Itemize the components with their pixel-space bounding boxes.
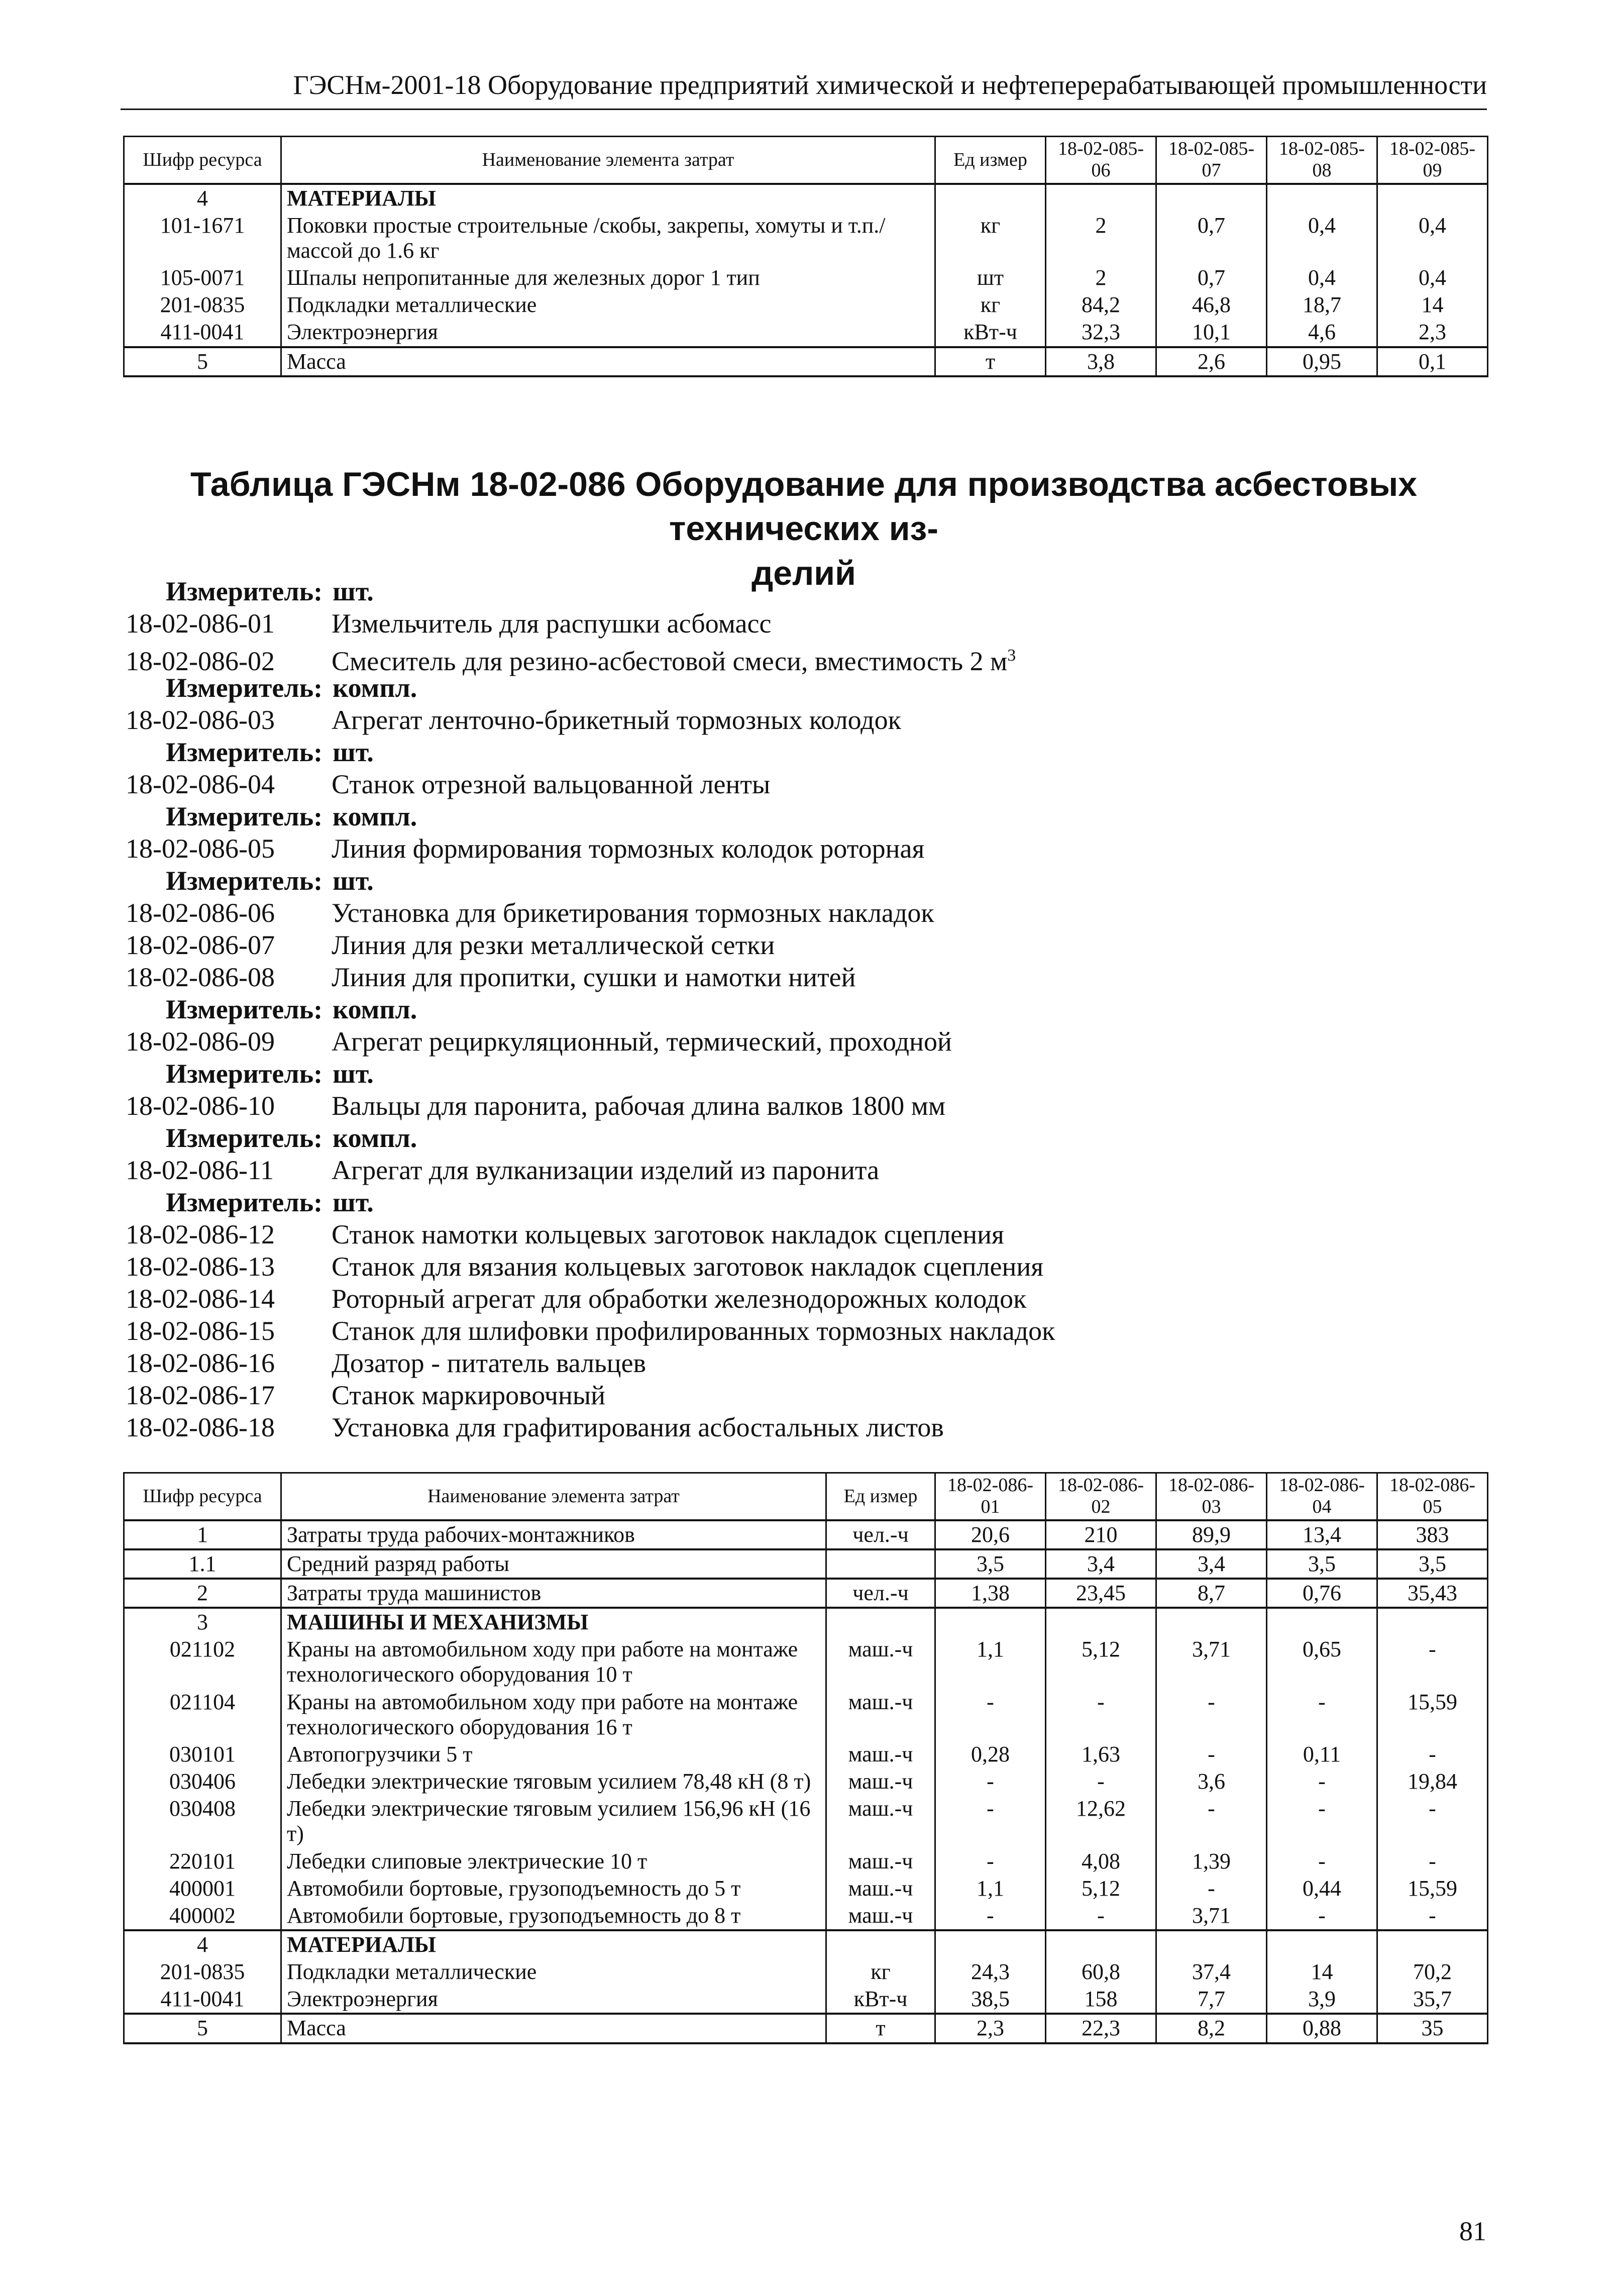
column-header: 18-02-086-01 [935,1473,1046,1520]
resource-name: Автопогрузчики 5 т [281,1741,826,1768]
value-cell [935,1930,1046,1958]
resource-table-086 [123,1472,1488,2044]
estimate-item [126,768,1482,800]
header-rule [121,109,1487,110]
value-cell: 35,7 [1377,1986,1488,2014]
value-cell: 3,4 [1046,1549,1156,1579]
estimate-item [126,607,1482,640]
value-cell: 2 [1046,212,1156,264]
table-title-line-2: делий [751,554,856,592]
value-cell [1377,1608,1488,1636]
unit-cell: чел.-ч [826,1579,935,1608]
value-cell [935,1608,1046,1636]
item-text: Дозатор - питатель вальцев [332,1348,646,1378]
resource-name: Подкладки металлические [281,291,935,319]
value-cell: - [1377,1795,1488,1847]
estimate-item [126,1250,1482,1283]
item-code: 18-02-086-14 [126,1284,275,1314]
unit-cell: маш.-ч [826,1795,935,1847]
resource-name: Электроэнергия [281,1986,826,2014]
item-code: 18-02-086-09 [126,1026,275,1057]
resource-name: Затраты труда машинистов [281,1579,826,1608]
value-cell: - [1377,1741,1488,1768]
value-cell: 14 [1377,291,1488,319]
value-cell: 2,3 [935,2014,1046,2043]
value-cell: 158 [1046,1986,1156,2014]
value-cell: 0,4 [1377,264,1488,291]
value-cell [1046,1608,1156,1636]
resource-code: 1.1 [124,1549,281,1579]
resource-name: Масса [281,347,935,376]
item-text: Установка для брикетирования тормозных накладок [332,898,934,928]
measurement-unit-line [126,865,1482,897]
value-cell: 0,11 [1267,1741,1377,1768]
value-cell: 0,4 [1267,212,1377,264]
item-code: 18-02-086-17 [126,1380,275,1410]
measurement-unit-line [126,575,1482,607]
value-cell: 3,71 [1156,1902,1267,1930]
measure-unit: компл. [333,1123,417,1153]
value-cell: 3,5 [935,1549,1046,1579]
resource-name: Автомобили бортовые, грузоподъемность до 5 т [281,1875,826,1902]
measurement-unit-line [126,800,1482,832]
column-header: Наименование элемента затрат [281,137,935,184]
table-row [124,1768,1488,1795]
resource-code: 411-0041 [124,1986,281,2014]
value-cell: 15,59 [1377,1875,1488,1902]
column-header: 18-02-085-08 [1267,137,1377,184]
estimate-item [126,704,1482,736]
measure-unit: компл. [333,801,417,831]
resource-name: Краны на автомобильном ходу при работе на монтаже технологического оборудования 10 т [281,1636,826,1688]
resource-name: Электроэнергия [281,319,935,347]
unit-cell: маш.-ч [826,1689,935,1741]
measurement-unit-line [126,736,1482,768]
unit-cell: т [826,2014,935,2043]
resource-code: 201-0835 [124,291,281,319]
value-cell: 3,71 [1156,1636,1267,1688]
table-title-line-1: Таблица ГЭСНм 18-02-086 Оборудование для производства асбестовых технических из- [190,465,1418,548]
column-header: Наименование элемента затрат [281,1473,826,1520]
item-code: 18-02-086-02 [126,646,275,676]
measure-unit: шт. [333,737,374,767]
estimate-item [126,832,1482,865]
value-cell: 38,5 [935,1986,1046,2014]
estimate-item [126,1411,1482,1443]
value-cell: 3,5 [1377,1549,1488,1579]
resource-name: МАТЕРИАЛЫ [281,184,935,212]
value-cell: 35,43 [1377,1579,1488,1608]
value-cell [1046,184,1156,212]
value-cell: 0,88 [1267,2014,1377,2043]
item-code: 18-02-086-18 [126,1412,275,1442]
value-cell: 12,62 [1046,1795,1156,1847]
value-cell: 35 [1377,2014,1488,2043]
estimate-item [126,897,1482,929]
value-cell: 0,65 [1267,1636,1377,1688]
table-row [124,1549,1488,1579]
measurement-list [126,575,1482,1443]
resource-code: 021104 [124,1689,281,1741]
value-cell: - [1377,1636,1488,1688]
measure-unit: компл. [333,673,417,703]
table-row [124,1636,1488,1688]
item-text: Смеситель для резино-асбестовой смеси, вместимость 2 м [332,646,1008,676]
value-cell: 15,59 [1377,1689,1488,1741]
measure-label: Измеритель: [166,866,323,896]
unit-cell [826,1930,935,1958]
value-cell: 1,38 [935,1579,1046,1608]
resource-code: 101-1671 [124,212,281,264]
value-cell: 0,44 [1267,1875,1377,1902]
resource-code: 400002 [124,1902,281,1930]
value-cell: 84,2 [1046,291,1156,319]
column-header: Шифр ресурса [124,1473,281,1520]
resource-name: Средний разряд работы [281,1549,826,1579]
value-cell: 1,1 [935,1875,1046,1902]
value-cell: - [935,1902,1046,1930]
value-cell: - [1377,1848,1488,1875]
table-row [124,1902,1488,1930]
table-row [124,264,1488,291]
value-cell: 7,7 [1156,1986,1267,2014]
resource-name: Автомобили бортовые, грузоподъемность до 8 т [281,1902,826,1930]
value-cell [1377,184,1488,212]
value-cell: 5,12 [1046,1875,1156,1902]
measure-unit: шт. [333,866,374,896]
unit-cell: маш.-ч [826,1636,935,1688]
item-text: Агрегат рециркуляционный, термический, проходной [332,1026,952,1057]
item-text: Роторный агрегат для обработки железнодорожных колодок [332,1284,1027,1314]
item-text: Агрегат ленточно-брикетный тормозных колодок [332,705,901,735]
column-header: 18-02-085-07 [1156,137,1267,184]
value-cell: 32,3 [1046,319,1156,347]
table-row [124,212,1488,264]
estimate-item [126,1379,1482,1411]
resource-name: Лебедки слиповые электрические 10 т [281,1848,826,1875]
page-number: 81 [1459,2216,1486,2246]
measure-unit: шт. [333,1187,374,1217]
value-cell: 24,3 [935,1958,1046,1986]
value-cell: 70,2 [1377,1958,1488,1986]
item-code: 18-02-086-10 [126,1091,275,1121]
value-cell: 1,39 [1156,1848,1267,1875]
resource-code: 4 [124,1930,281,1958]
value-cell: 18,7 [1267,291,1377,319]
resource-code: 400001 [124,1875,281,1902]
resource-code: 4 [124,184,281,212]
value-cell [1156,1608,1267,1636]
value-cell: - [1267,1795,1377,1847]
item-text: Станок отрезной вальцованной ленты [332,769,771,799]
estimate-item [126,640,1482,676]
measure-label: Измеритель: [166,1059,323,1089]
table-row [124,1930,1488,1958]
value-cell: 0,7 [1156,212,1267,264]
value-cell: - [1156,1795,1267,1847]
value-cell: 2,6 [1156,347,1267,376]
value-cell: - [1156,1689,1267,1741]
table-row [124,1795,1488,1847]
resource-name: Лебедки электрические тяговым усилием 78,48 кН (8 т) [281,1768,826,1795]
value-cell [1156,1930,1267,1958]
resource-name: Поковки простые строительные /скобы, закрепы, хомуты и т.п./ массой до 1.6 кг [281,212,935,264]
value-cell: - [1046,1902,1156,1930]
unit-cell: кВт-ч [826,1986,935,2014]
item-text: Станок намотки кольцевых заготовок накладок сцепления [332,1219,1004,1249]
item-text: Измельчитель для распушки асбомасс [332,608,772,639]
measure-unit: шт. [333,1059,374,1089]
value-cell: - [1046,1689,1156,1741]
measure-label: Измеритель: [166,673,323,703]
table-row [124,1848,1488,1875]
value-cell: 8,2 [1156,2014,1267,2043]
table-header-row [124,137,1488,184]
table-row [124,1608,1488,1636]
value-cell: 3,4 [1156,1549,1267,1579]
resource-name: Лебедки электрические тяговым усилием 156,96 кН (16 т) [281,1795,826,1847]
resource-name: Краны на автомобильном ходу при работе на монтаже технологического оборудования 16 т [281,1689,826,1741]
value-cell: 210 [1046,1520,1156,1549]
value-cell [1267,1608,1377,1636]
table-row [124,1958,1488,1986]
value-cell: 4,08 [1046,1848,1156,1875]
value-cell: 10,1 [1156,319,1267,347]
value-cell: - [935,1795,1046,1847]
value-cell: 3,9 [1267,1986,1377,2014]
value-cell [1267,1930,1377,1958]
item-code: 18-02-086-16 [126,1348,275,1378]
value-cell: 4,6 [1267,319,1377,347]
value-cell: - [1156,1741,1267,1768]
value-cell: 0,4 [1377,212,1488,264]
item-text: Вальцы для паронита, рабочая длина валков 1800 мм [332,1091,946,1121]
item-text: Агрегат для вулканизации изделий из паронита [332,1155,880,1185]
value-cell [1267,184,1377,212]
column-header: 18-02-085-09 [1377,137,1488,184]
column-header: Ед измер [935,137,1046,184]
item-code: 18-02-086-04 [126,769,275,799]
item-text: Станок маркировочный [332,1380,606,1410]
measure-label: Измеритель: [166,1187,323,1217]
measurement-unit-line [126,672,1482,704]
value-cell: 60,8 [1046,1958,1156,1986]
value-cell: 0,95 [1267,347,1377,376]
column-header: Шифр ресурса [124,137,281,184]
unit-cell: маш.-ч [826,1848,935,1875]
resource-code: 030101 [124,1741,281,1768]
value-cell: 2 [1046,264,1156,291]
resource-code: 105-0071 [124,264,281,291]
value-cell: 23,45 [1046,1579,1156,1608]
unit-cell: кВт-ч [935,319,1046,347]
measure-label: Измеритель: [166,576,323,606]
unit-cell: маш.-ч [826,1902,935,1930]
resource-code: 220101 [124,1848,281,1875]
table-row [124,319,1488,347]
resource-code: 5 [124,2014,281,2043]
measurement-unit-line [126,1186,1482,1218]
column-header: 18-02-085-06 [1046,137,1156,184]
value-cell: 14 [1267,1958,1377,1986]
column-header: 18-02-086-05 [1377,1473,1488,1520]
resource-name: МАШИНЫ И МЕХАНИЗМЫ [281,1608,826,1636]
estimate-item [126,1347,1482,1379]
resource-code: 201-0835 [124,1958,281,1986]
value-cell: - [1046,1768,1156,1795]
resource-code: 030406 [124,1768,281,1795]
estimate-item [126,1025,1482,1058]
value-cell: - [1267,1689,1377,1741]
value-cell: 2,3 [1377,319,1488,347]
item-code: 18-02-086-01 [126,608,275,639]
value-cell [1046,1930,1156,1958]
value-cell: - [1267,1902,1377,1930]
measure-unit: шт. [333,576,374,606]
column-header: Ед измер [826,1473,935,1520]
measure-label: Измеритель: [166,737,323,767]
resource-name: Затраты труда рабочих-монтажников [281,1520,826,1549]
table-row [124,1741,1488,1768]
resource-code: 021102 [124,1636,281,1688]
estimate-item [126,961,1482,993]
table-row [124,1986,1488,2014]
value-cell: - [1267,1768,1377,1795]
measure-label: Измеритель: [166,1123,323,1153]
estimate-item [126,1154,1482,1186]
running-header: ГЭСНм-2001-18 Оборудование предприятий химической и нефтеперерабатывающей промышленности [293,70,1487,100]
measurement-unit-line [126,1058,1482,1090]
item-code: 18-02-086-12 [126,1219,275,1249]
value-cell: 0,28 [935,1741,1046,1768]
table-row [124,1689,1488,1741]
unit-cell: маш.-ч [826,1875,935,1902]
value-cell: 0,76 [1267,1579,1377,1608]
item-code: 18-02-086-11 [126,1155,274,1185]
unit-cell: кг [935,212,1046,264]
value-cell: 0,4 [1267,264,1377,291]
table-row [124,2014,1488,2043]
item-code: 18-02-086-13 [126,1251,275,1282]
resource-code: 2 [124,1579,281,1608]
unit-cell: шт [935,264,1046,291]
resource-table-085 [123,136,1488,377]
unit-cell: т [935,347,1046,376]
estimate-item [126,1218,1482,1250]
item-code: 18-02-086-06 [126,898,275,928]
measurement-unit-line [126,1122,1482,1154]
value-cell: 46,8 [1156,291,1267,319]
measurement-unit-line [126,993,1482,1025]
table-row [124,291,1488,319]
value-cell: - [1377,1902,1488,1930]
table-row [124,1520,1488,1549]
column-header: 18-02-086-02 [1046,1473,1156,1520]
value-cell: 13,4 [1267,1520,1377,1549]
resource-code: 411-0041 [124,319,281,347]
value-cell: 3,5 [1267,1549,1377,1579]
value-cell: 89,9 [1156,1520,1267,1549]
value-cell: - [935,1689,1046,1741]
resource-code: 030408 [124,1795,281,1847]
item-code: 18-02-086-08 [126,962,275,992]
table-row [124,1579,1488,1608]
value-cell: 8,7 [1156,1579,1267,1608]
value-cell: 19,84 [1377,1768,1488,1795]
unit-cell [935,184,1046,212]
table-row [124,184,1488,212]
unit-cell: чел.-ч [826,1520,935,1549]
table-row [124,1875,1488,1902]
item-text: Линия для пропитки, сушки и намотки нитей [332,962,856,992]
estimate-item [126,929,1482,961]
unit-cell [826,1549,935,1579]
value-cell: - [935,1768,1046,1795]
resource-name: Масса [281,2014,826,2043]
resource-code: 5 [124,347,281,376]
value-cell [1377,1930,1488,1958]
value-cell: - [935,1848,1046,1875]
measure-label: Измеритель: [166,801,323,831]
resource-name: Шпалы непропитанные для железных дорог 1 тип [281,264,935,291]
item-code: 18-02-086-07 [126,930,275,960]
unit-cell: маш.-ч [826,1741,935,1768]
unit-cell: маш.-ч [826,1768,935,1795]
value-cell: 3,8 [1046,347,1156,376]
column-header: 18-02-086-03 [1156,1473,1267,1520]
item-text: Станок для шлифовки профилированных тормозных накладок [332,1316,1055,1346]
value-cell: 3,6 [1156,1768,1267,1795]
value-cell: 20,6 [935,1520,1046,1549]
value-cell: 383 [1377,1520,1488,1549]
value-cell: 0,1 [1377,347,1488,376]
estimate-item [126,1090,1482,1122]
resource-name: МАТЕРИАЛЫ [281,1930,826,1958]
resource-code: 3 [124,1608,281,1636]
item-text: Линия формирования тормозных колодок роторная [332,833,925,864]
measure-label: Измеритель: [166,994,323,1024]
superscript: 3 [1007,646,1016,665]
value-cell: - [1267,1848,1377,1875]
item-text: Линия для резки металлической сетки [332,930,775,960]
value-cell [1156,184,1267,212]
item-text: Установка для графитирования асбостальных листов [332,1412,944,1442]
value-cell: 37,4 [1156,1958,1267,1986]
measure-unit: компл. [333,994,417,1024]
resource-name: Подкладки металлические [281,1958,826,1986]
estimate-item [126,1315,1482,1347]
estimate-item [126,1283,1482,1315]
value-cell: 1,1 [935,1636,1046,1688]
table-header-row [124,1473,1488,1520]
value-cell: 5,12 [1046,1636,1156,1688]
value-cell: 1,63 [1046,1741,1156,1768]
table-row [124,347,1488,376]
column-header: 18-02-086-04 [1267,1473,1377,1520]
value-cell: - [1156,1875,1267,1902]
item-text: Станок для вязания кольцевых заготовок накладок сцепления [332,1251,1044,1282]
resource-code: 1 [124,1520,281,1549]
unit-cell [826,1608,935,1636]
item-code: 18-02-086-03 [126,705,275,735]
unit-cell: кг [826,1958,935,1986]
unit-cell: кг [935,291,1046,319]
item-code: 18-02-086-15 [126,1316,275,1346]
item-code: 18-02-086-05 [126,833,275,864]
value-cell: 22,3 [1046,2014,1156,2043]
value-cell: 0,7 [1156,264,1267,291]
